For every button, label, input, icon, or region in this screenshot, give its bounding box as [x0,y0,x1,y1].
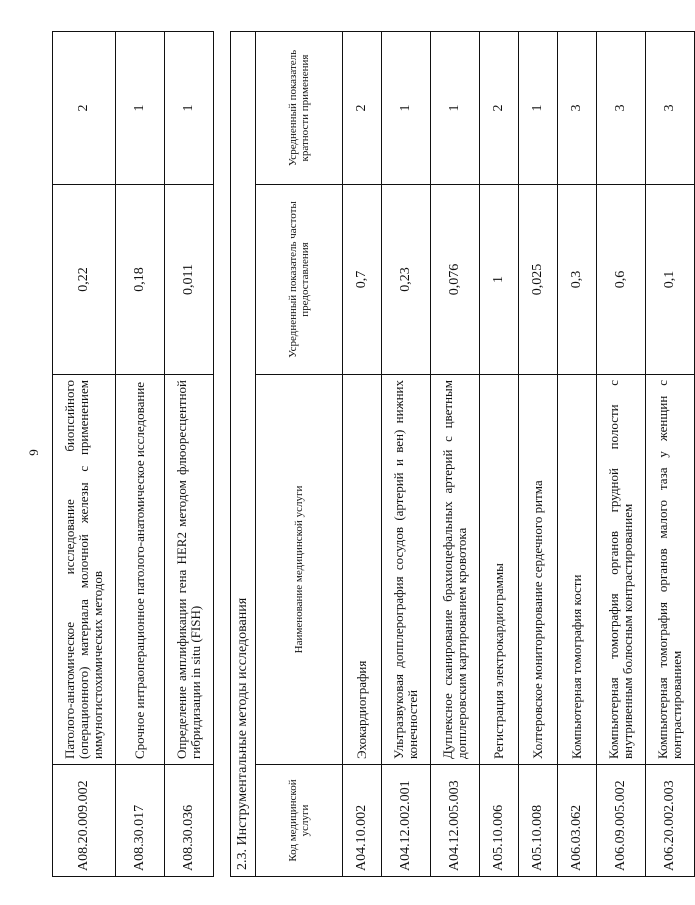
frequency-value: 0,7 [343,185,382,375]
multiplicity-value: 1 [382,31,431,184]
table-row [519,31,558,876]
service-name: Компьютерная томография кости [558,375,597,765]
section-title: 2.3. Инструментальные методы исследования [231,31,256,876]
table-row [646,31,695,876]
page-number: 9 [26,449,41,456]
service-code: A08.30.017 [116,765,165,877]
frequency-value: 0,22 [53,185,116,375]
service-code: A08.20.009.002 [53,765,116,877]
frequency-value: 0,076 [431,185,480,375]
frequency-value: 0,025 [519,185,558,375]
table-row [431,31,480,876]
header-frequency: Усредненный показатель частоты предоставления [256,185,343,375]
multiplicity-value: 1 [519,31,558,184]
service-code: A04.12.005.003 [431,765,480,877]
service-name: Определение амплификации гена HER2 методом флюоресцентной гибридизации in situ (FISH) [165,375,214,765]
service-name: Компьютерная томография органов грудной полости с внутривенным болюсным контрастированием [597,375,646,765]
service-name: Ультразвуковая допплерография сосудов (артерий и вен) нижних конечностей [382,375,431,765]
frequency-value: 0,6 [597,185,646,375]
rotated-content [20,20,684,885]
table-row [558,31,597,876]
multiplicity-value: 1 [165,32,214,185]
table-row [165,32,214,877]
service-name: Срочное интраоперационное патолого-анатомическое исследование [116,375,165,765]
service-code: A05.10.008 [519,765,558,877]
frequency-value: 0,1 [646,185,695,375]
service-code: A06.09.005.002 [597,765,646,877]
service-code: A04.12.002.001 [382,765,431,877]
section-title-row [231,31,256,876]
table-row [382,31,431,876]
multiplicity-value: 3 [646,31,695,184]
service-code: A06.20.002.003 [646,765,695,877]
header-multiplicity: Усредненный показатель кратности применения [256,31,343,184]
multiplicity-value: 1 [116,32,165,185]
frequency-value: 0,3 [558,185,597,375]
table-row [116,32,165,877]
service-name: Эхокардиография [343,375,382,765]
frequency-value: 0,23 [382,185,431,375]
frequency-value: 1 [480,185,519,375]
table-row [53,32,116,877]
multiplicity-value: 2 [480,31,519,184]
frequency-value: 0,18 [116,185,165,375]
service-name: Холтеровское мониторирование сердечного ритма [519,375,558,765]
table-row [597,31,646,876]
service-code: A04.10.002 [343,765,382,877]
header-code: Код медицинской услуги [256,765,343,877]
table-row [343,31,382,876]
multiplicity-value: 3 [558,31,597,184]
table-header-row [256,31,343,876]
service-name: Дуплексное сканирование брахиоцефальных артерий с цветным допплеровским картированием кровотока [431,375,480,765]
service-name: Патолого-анатомическое исследование биопсийного (операционного) материала молочной железы с применением иммуногистохимических методов [53,375,116,765]
instrumental-methods-table [230,31,695,877]
multiplicity-value: 2 [343,31,382,184]
multiplicity-value: 1 [431,31,480,184]
frequency-value: 0,011 [165,185,214,375]
service-code: A08.30.036 [165,765,214,877]
service-code: A05.10.006 [480,765,519,877]
service-name: Компьютерная томография органов малого таза у женщин с контрастированием [646,375,695,765]
multiplicity-value: 2 [53,32,116,185]
services-table-top [52,31,214,877]
service-code: A06.03.062 [558,765,597,877]
header-name: Наименование медицинской услуги [256,375,343,765]
table-row [480,31,519,876]
multiplicity-value: 3 [597,31,646,184]
service-name: Регистрация электрокардиограммы [480,375,519,765]
